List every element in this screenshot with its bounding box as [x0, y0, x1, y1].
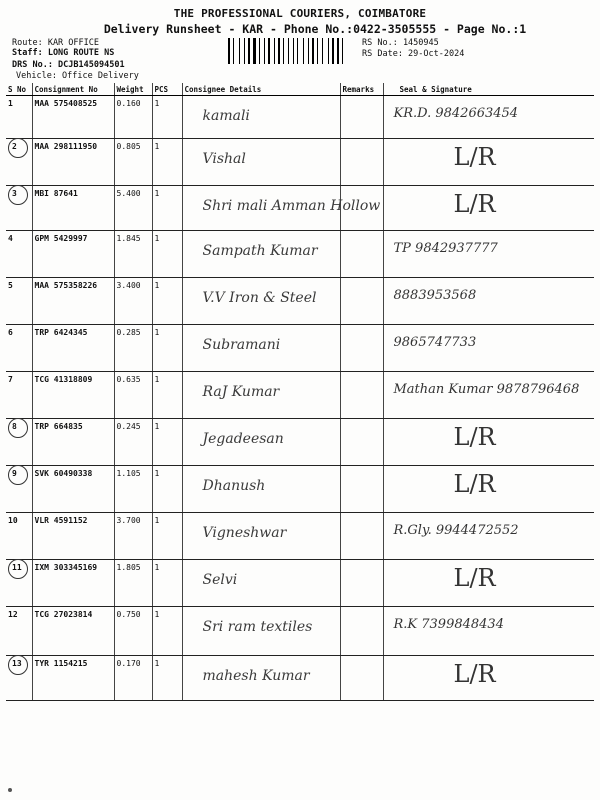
table-row: [6, 607, 594, 656]
weight-cell-text: 0.635: [116, 375, 141, 384]
serial-number-cell-text: 8: [12, 422, 17, 431]
weight-cell: [114, 96, 152, 139]
table-row: [6, 139, 594, 186]
seal-signature-cell: [383, 278, 594, 325]
runsheet-table: [6, 83, 594, 701]
serial-number-cell-text: 2: [12, 142, 17, 151]
weight-cell: [114, 419, 152, 466]
consignee-handwritten-name: kamali: [202, 108, 250, 124]
runsheet-subtitle: Delivery Runsheet - KAR - Phone No.:0422-3505555 - Page No.:1: [103, 22, 527, 36]
barcode-image: [228, 38, 346, 64]
table-row: [6, 231, 594, 278]
seal-signature-cell: [383, 325, 594, 372]
weight-cell: [114, 513, 152, 560]
pcs-cell-text: 1: [154, 469, 160, 478]
table-row: [6, 466, 594, 513]
serial-number-cell-text: 3: [12, 189, 17, 198]
handwritten-signature: TP 9842937777: [393, 241, 498, 256]
seal-signature-cell: [383, 186, 594, 231]
pcs-cell-text: 1: [154, 516, 160, 525]
consignee-cell: [182, 656, 340, 701]
consignment-number-cell-text: VLR 4591152: [34, 516, 88, 525]
consignee-cell: [182, 325, 340, 372]
consignee-cell: [182, 560, 340, 607]
weight-cell-text: 0.750: [116, 610, 141, 619]
serial-number-cell-text: 1: [8, 99, 13, 108]
weight-cell: [114, 325, 152, 372]
seal-signature-cell: [383, 656, 594, 701]
remarks-cell: [340, 186, 383, 231]
pcs-cell: [152, 466, 182, 513]
table-row: [6, 186, 594, 231]
consignment-number-cell: [32, 325, 114, 372]
consignment-number-cell-text: IXM 303345169: [34, 563, 98, 572]
pcs-cell: [152, 186, 182, 231]
serial-number-cell-text: 11: [12, 563, 22, 572]
remarks-cell: [340, 231, 383, 278]
weight-cell: [114, 186, 152, 231]
pcs-cell: [152, 513, 182, 560]
company-title: THE PROFESSIONAL COURIERS, COIMBATORE: [173, 7, 427, 20]
pcs-cell: [152, 278, 182, 325]
pcs-cell-text: 1: [154, 189, 160, 198]
table-row: [6, 278, 594, 325]
drs-number: DRS No.: DCJB145094501: [12, 60, 125, 70]
weight-cell: [114, 139, 152, 186]
weight-cell: [114, 656, 152, 701]
consignment-number-cell-text: TCG 27023814: [34, 610, 93, 619]
lr-mark: L/R: [453, 470, 496, 498]
consignee-handwritten-name: Selvi: [202, 572, 238, 588]
pcs-cell-text: 1: [154, 375, 160, 384]
serial-number-cell-text: 9: [12, 469, 17, 478]
pcs-cell-text: 1: [154, 328, 160, 337]
pcs-cell: [152, 607, 182, 656]
lr-mark: L/R: [453, 564, 496, 592]
remarks-cell: [340, 560, 383, 607]
consignee-cell: [182, 231, 340, 278]
lr-mark: L/R: [453, 423, 496, 451]
weight-cell: [114, 278, 152, 325]
page-mark: [8, 788, 12, 792]
pcs-cell-text: 1: [154, 659, 160, 668]
seal-signature-cell: [383, 513, 594, 560]
circle-mark: [8, 185, 28, 205]
handwritten-signature: R.K 7399848434: [393, 617, 504, 632]
pcs-cell-text: 1: [154, 281, 160, 290]
consignee-handwritten-name: Vishal: [202, 151, 246, 167]
remarks-cell: [340, 513, 383, 560]
table-row: [6, 513, 594, 560]
remarks-cell: [340, 325, 383, 372]
circle-mark: [8, 418, 28, 438]
consignee-cell: [182, 139, 340, 186]
serial-number-cell-text: 6: [8, 328, 13, 337]
rs-number: RS No.: 1450945: [362, 38, 439, 48]
consignee-handwritten-name: Sri ram textiles: [202, 619, 313, 635]
serial-number-cell: [6, 656, 32, 701]
column-header-consignment: Consignment No: [32, 83, 114, 96]
remarks-cell: [340, 466, 383, 513]
column-header-signature: Seal & Signature: [383, 83, 594, 96]
consignment-number-cell: [32, 513, 114, 560]
pcs-cell-text: 1: [154, 99, 160, 108]
consignment-number-cell: [32, 466, 114, 513]
column-header-weight: Weight: [114, 83, 152, 96]
consignment-number-cell-text: TRP 664835: [34, 422, 83, 431]
serial-number-cell: [6, 231, 32, 278]
seal-signature-cell: [383, 607, 594, 656]
consignment-number-cell-text: TCG 41318809: [34, 375, 93, 384]
weight-cell-text: 0.245: [116, 422, 141, 431]
consignment-number-cell: [32, 139, 114, 186]
consignment-number-cell-text: MAA 298111950: [34, 142, 98, 151]
table-row: [6, 96, 594, 139]
serial-number-cell-text: 10: [8, 516, 18, 525]
consignee-cell: [182, 372, 340, 419]
handwritten-signature: R.Gly. 9944472552: [393, 523, 519, 538]
seal-signature-cell: [383, 419, 594, 466]
consignee-handwritten-name: Shri mali Amman Hollow: [202, 198, 381, 214]
column-header-sno: S No: [6, 83, 32, 96]
serial-number-cell: [6, 325, 32, 372]
serial-number-cell: [6, 513, 32, 560]
remarks-cell: [340, 656, 383, 701]
serial-number-cell: [6, 560, 32, 607]
serial-number-cell: [6, 607, 32, 656]
seal-signature-cell: [383, 466, 594, 513]
pcs-cell: [152, 231, 182, 278]
consignee-cell: [182, 419, 340, 466]
weight-cell-text: 3.400: [116, 281, 141, 290]
consignee-cell: [182, 513, 340, 560]
remarks-cell: [340, 96, 383, 139]
pcs-cell: [152, 560, 182, 607]
seal-signature-cell: [383, 139, 594, 186]
consignment-number-cell: [32, 231, 114, 278]
consignment-number-cell-text: MAA 575358226: [34, 281, 98, 290]
weight-cell-text: 0.285: [116, 328, 141, 337]
consignment-number-cell: [32, 656, 114, 701]
pcs-cell: [152, 372, 182, 419]
pcs-cell-text: 1: [154, 234, 160, 243]
serial-number-cell: [6, 186, 32, 231]
consignee-cell: [182, 466, 340, 513]
lr-mark: L/R: [453, 660, 496, 688]
serial-number-cell-text: 7: [8, 375, 13, 384]
pcs-cell: [152, 325, 182, 372]
pcs-cell-text: 1: [154, 610, 160, 619]
consignee-cell: [182, 186, 381, 231]
rs-date: RS Date: 29-Oct-2024: [362, 49, 465, 59]
circle-mark: [8, 655, 28, 675]
seal-signature-cell: [383, 560, 594, 607]
circle-mark: [8, 138, 28, 158]
lr-mark: L/R: [453, 143, 496, 171]
handwritten-signature: Mathan Kumar 9878796468: [393, 382, 580, 397]
consignee-handwritten-name: mahesh Kumar: [202, 668, 310, 684]
pcs-cell-text: 1: [154, 422, 160, 431]
column-header-pcs: PCS: [152, 83, 182, 96]
handwritten-signature: 8883953568: [393, 288, 477, 303]
serial-number-cell: [6, 139, 32, 186]
weight-cell-text: 1.845: [116, 234, 141, 243]
consignment-number-cell: [32, 96, 114, 139]
consignee-handwritten-name: V.V Iron & Steel: [202, 290, 317, 306]
consignee-cell: [182, 278, 340, 325]
consignment-number-cell: [32, 372, 114, 419]
weight-cell-text: 1.105: [116, 469, 141, 478]
consignee-handwritten-name: Sampath Kumar: [202, 243, 318, 259]
serial-number-cell-text: 5: [8, 281, 13, 290]
seal-signature-cell: [383, 231, 594, 278]
remarks-cell: [340, 607, 383, 656]
consignee-handwritten-name: Subramani: [202, 337, 281, 353]
consignment-number-cell: [32, 560, 114, 607]
remarks-cell: [340, 419, 383, 466]
remarks-cell: [340, 278, 383, 325]
serial-number-cell: [6, 466, 32, 513]
consignment-number-cell-text: MBI 87641: [34, 189, 78, 198]
serial-number-cell: [6, 96, 32, 139]
consignment-number-cell: [32, 278, 114, 325]
weight-cell-text: 3.700: [116, 516, 141, 525]
weight-cell-text: 0.160: [116, 99, 141, 108]
seal-signature-cell: [383, 96, 594, 139]
weight-cell-text: 0.170: [116, 659, 141, 668]
table-row: [6, 419, 594, 466]
weight-cell-text: 5.400: [116, 189, 141, 198]
consignment-number-cell-text: SVK 60490338: [34, 469, 93, 478]
table-row: [6, 656, 594, 701]
consignee-handwritten-name: Jegadeesan: [202, 431, 284, 447]
weight-cell: [114, 372, 152, 419]
column-header-consignee: Consignee Details: [182, 83, 340, 96]
route-label: Route: KAR OFFICE: [12, 38, 99, 48]
weight-cell: [114, 231, 152, 278]
table-row: [6, 372, 594, 419]
consignment-number-cell: [32, 186, 114, 231]
table-row: [6, 325, 594, 372]
consignee-handwritten-name: Dhanush: [202, 478, 266, 494]
consignment-number-cell-text: MAA 575408525: [34, 99, 98, 108]
serial-number-cell: [6, 372, 32, 419]
consignee-handwritten-name: Vigneshwar: [202, 525, 287, 541]
pcs-cell: [152, 139, 182, 186]
serial-number-cell: [6, 278, 32, 325]
weight-cell: [114, 466, 152, 513]
consignee-cell: [182, 607, 340, 656]
pcs-cell: [152, 419, 182, 466]
remarks-cell: [340, 372, 383, 419]
consignment-number-cell-text: GPM 5429997: [34, 234, 88, 243]
handwritten-signature: 9865747733: [393, 335, 477, 350]
weight-cell-text: 1.805: [116, 563, 141, 572]
consignment-number-cell: [32, 607, 114, 656]
weight-cell: [114, 560, 152, 607]
serial-number-cell: [6, 419, 32, 466]
pcs-cell: [152, 656, 182, 701]
vehicle-label: Vehicle: Office Delivery: [16, 71, 139, 81]
consignment-number-cell-text: TYR 1154215: [34, 659, 88, 668]
handwritten-signature: KR.D. 9842663454: [393, 106, 519, 121]
serial-number-cell-text: 12: [8, 610, 18, 619]
table-row: [6, 560, 594, 607]
table-header-row: [6, 83, 594, 96]
pcs-cell: [152, 96, 182, 139]
remarks-cell: [340, 139, 383, 186]
consignment-number-cell-text: TRP 6424345: [34, 328, 88, 337]
staff-label: Staff: LONG ROUTE NS: [12, 48, 115, 58]
consignee-handwritten-name: RaJ Kumar: [202, 384, 280, 400]
serial-number-cell-text: 4: [8, 234, 13, 243]
pcs-cell-text: 1: [154, 563, 160, 572]
consignment-number-cell: [32, 419, 114, 466]
pcs-cell-text: 1: [154, 142, 160, 151]
seal-signature-cell: [383, 372, 594, 419]
circle-mark: [8, 465, 28, 485]
serial-number-cell-text: 13: [12, 659, 22, 668]
lr-mark: L/R: [453, 190, 496, 218]
circle-mark: [8, 559, 28, 579]
column-header-remarks: Remarks: [340, 83, 383, 96]
weight-cell: [114, 607, 152, 656]
weight-cell-text: 0.805: [116, 142, 141, 151]
consignee-cell: [182, 96, 340, 139]
